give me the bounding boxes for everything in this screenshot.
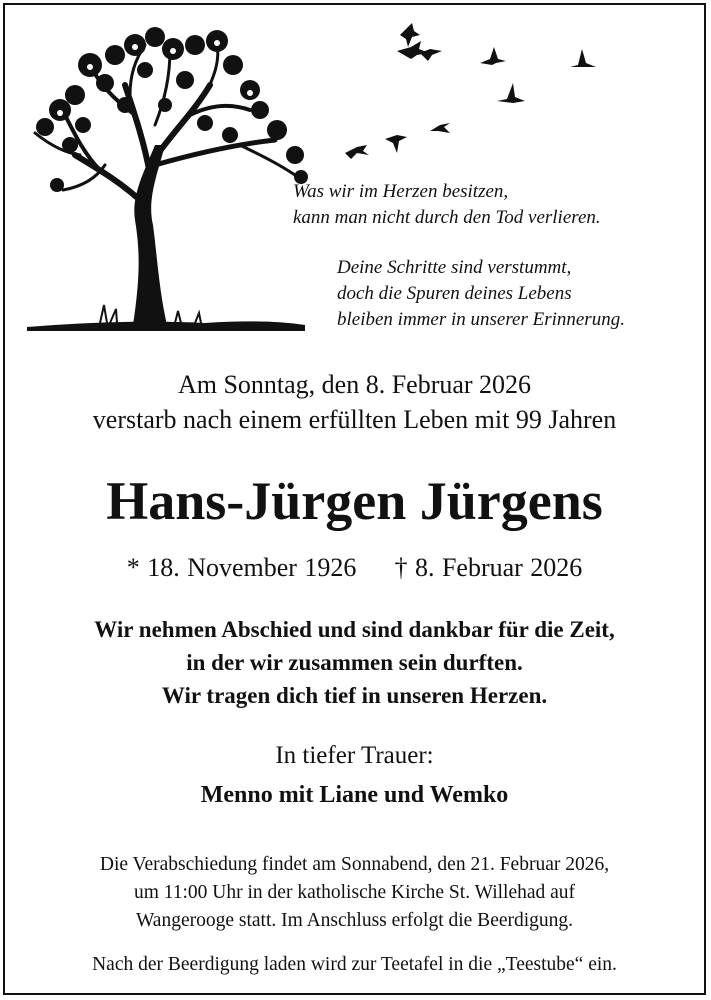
announcement-line: Am Sonntag, den 8. Februar 2026 [177, 370, 532, 399]
family-names: Menno mit Liane und Wemko [200, 782, 509, 808]
announcement-line: verstarb nach einem erfüllten Leben mit 99 Jahren [92, 405, 617, 434]
ceremony-line: um 11:00 Uhr in der katholische Kirche St. Willehad auf [133, 882, 576, 903]
quote-line: in der wir zusammen sein durften. [186, 650, 523, 675]
ceremony-info [5, 851, 704, 935]
deceased-name: Hans-Jürgen Jürgens [106, 471, 603, 531]
life-dates [5, 551, 704, 585]
ceremony-line: Die Verabschiedung findet am Sonnabend, den 21. Februar 2026, [99, 854, 610, 875]
quote-line: Wir tragen dich tief in unseren Herzen. [161, 683, 548, 708]
verse-second [337, 255, 625, 333]
verse-line: kann man nicht durch den Tod verlieren. [293, 207, 601, 228]
death-announcement [5, 367, 704, 437]
farewell-quote [5, 613, 704, 712]
verse-line: doch die Spuren deines Lebens [337, 283, 572, 304]
birth-date: * 18. November 1926 [126, 553, 357, 582]
birds-icon [345, 23, 596, 159]
verse-line: Deine Schritte sind verstummt, [337, 257, 572, 278]
ceremony-line: Wangerooge statt. Im Anschluss erfolgt die Beerdigung. [135, 910, 574, 931]
verse-line: bleiben immer in unserer Erinnerung. [337, 309, 625, 330]
verse-first [293, 179, 601, 231]
invitation-text: Nach der Beerdigung laden wird zur Teetafel in die „Teestube“ ein. [92, 954, 617, 975]
tree-icon [27, 27, 308, 331]
death-date: † 8. Februar 2026 [394, 553, 583, 582]
quote-line: Wir nehmen Abschied und sind dankbar für die Zeit, [94, 617, 615, 642]
verse-line: Was wir im Herzen besitzen, [293, 181, 509, 202]
obituary-card [3, 3, 706, 995]
mourning-label: In tiefer Trauer: [275, 742, 434, 769]
